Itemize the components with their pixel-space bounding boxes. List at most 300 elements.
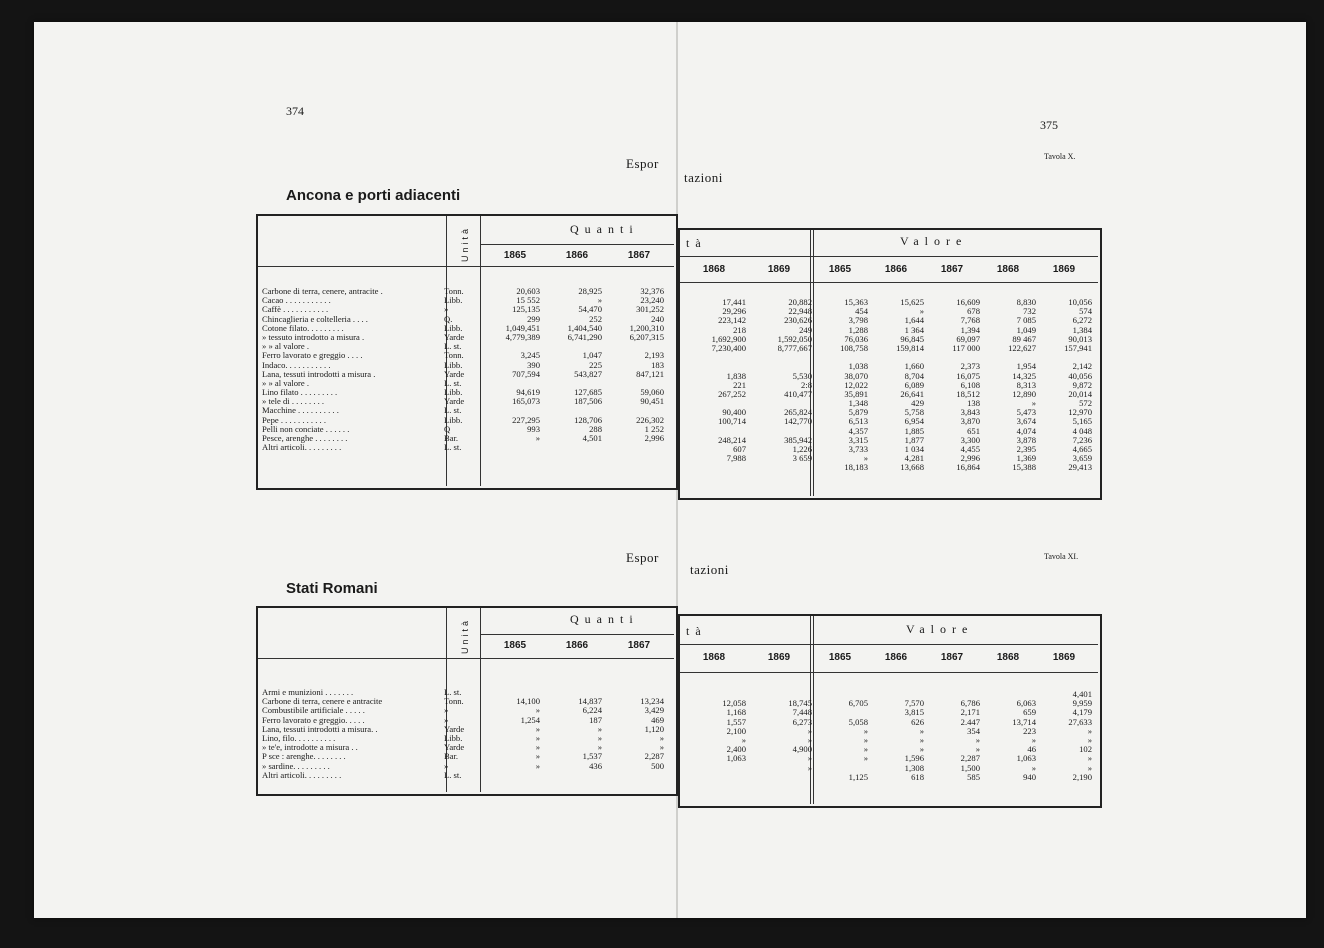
row-unit: Bar. (444, 434, 459, 443)
row-value: 13,668 (900, 463, 924, 473)
table-row (262, 771, 672, 780)
row-value: 1,254 (520, 715, 540, 725)
row-value (682, 353, 746, 362)
row-label: P sce : arenghe. . . . . . . . (262, 752, 346, 762)
row-value: 4 048 (1072, 426, 1092, 436)
section-title-left-top: Espor (626, 156, 659, 171)
row-value (682, 773, 746, 782)
row-unit: Tonn. (444, 287, 464, 296)
table-label-xi: Tavola XI. (1044, 552, 1079, 561)
table-body-left-11 (262, 688, 672, 780)
row-value: 27,633 (1068, 717, 1092, 727)
row-value (682, 399, 746, 408)
row-value (478, 443, 540, 452)
row-value (478, 342, 540, 351)
table-row (682, 736, 1096, 745)
unit-header: Unità (460, 225, 470, 262)
year-1868: 1868 (702, 652, 726, 663)
row-value: 572 (1079, 399, 1092, 409)
row-value: 3,878 (1016, 435, 1036, 445)
row-value: 6,108 (960, 380, 980, 390)
row-unit: Libb. (444, 388, 463, 398)
row-value: 2.447 (960, 717, 980, 727)
row-value: 14,100 (516, 697, 540, 707)
row-label: Cacao . . . . . . . . . . . (262, 296, 331, 306)
row-value: 14,837 (578, 697, 602, 707)
row-value: 6,272 (1072, 316, 1092, 326)
table-row (262, 361, 672, 370)
table-row (262, 725, 672, 734)
row-value (1036, 353, 1092, 362)
row-value: 1,038 (848, 362, 868, 372)
row-value (682, 427, 746, 436)
table-row (262, 425, 672, 434)
row-value: » (535, 733, 540, 743)
row-value: 35,891 (844, 389, 868, 399)
row-value: 7,768 (960, 316, 980, 326)
row-value: 5,879 (848, 408, 868, 418)
row-value (746, 463, 812, 472)
row-value (746, 773, 812, 782)
quantity-group-header-tail: tà (686, 624, 707, 638)
row-value: 1,877 (904, 435, 924, 445)
table-row (682, 408, 1096, 417)
row-value: 993 (527, 424, 540, 434)
row-value: 2,171 (960, 708, 980, 718)
row-value: 1,557 (726, 717, 746, 727)
table-row (682, 326, 1096, 335)
row-value: 3 659 (792, 454, 812, 464)
table-row (262, 734, 672, 743)
row-value: 1,954 (1016, 362, 1036, 372)
row-value (746, 690, 812, 699)
year-1867: 1867 (940, 264, 964, 275)
row-value: 1,120 (644, 724, 664, 734)
row-value: 3,300 (960, 435, 980, 445)
year-1869: 1869 (1052, 264, 1076, 275)
row-value: » (807, 735, 812, 745)
row-value: 7 085 (1016, 316, 1036, 326)
row-value (540, 688, 602, 697)
row-value: 165,073 (512, 397, 540, 407)
row-value: 267,252 (718, 389, 746, 399)
row-label: » » al valore . (262, 342, 310, 352)
row-value: 4,779,389 (505, 332, 540, 342)
row-value: 6,705 (848, 699, 868, 709)
row-value: » (919, 726, 924, 736)
table-row (682, 399, 1096, 408)
row-value: 15,625 (900, 298, 924, 307)
row-value: 1,596 (904, 754, 924, 764)
row-value: 5,530 (792, 371, 812, 381)
row-value: 659 (1023, 708, 1036, 718)
row-value: 108,758 (840, 343, 868, 353)
table-row (262, 379, 672, 388)
row-value (478, 379, 540, 388)
row-value (540, 443, 602, 452)
year-1865: 1865 (828, 652, 852, 663)
row-value: » (1087, 726, 1092, 736)
header-rule (480, 244, 674, 245)
row-unit: » (444, 305, 449, 315)
table-row (682, 699, 1096, 708)
row-value: 1,063 (726, 754, 746, 764)
table-row (262, 406, 672, 415)
row-value: 299 (527, 314, 540, 324)
header-rule (680, 672, 1098, 673)
row-value: 2,190 (1072, 772, 1092, 782)
row-value (478, 771, 540, 780)
row-value: 249 (799, 325, 812, 335)
table-row (682, 390, 1096, 399)
row-value: 3,798 (848, 316, 868, 326)
row-value: 90,013 (1068, 334, 1092, 344)
year-1866: 1866 (884, 264, 908, 275)
row-value: 187,506 (574, 397, 602, 407)
row-value (868, 690, 924, 699)
row-value: 4,074 (1016, 426, 1036, 436)
row-value: 5,758 (904, 408, 924, 418)
row-value: 69,097 (956, 334, 980, 344)
value-group-header: Valore (906, 622, 974, 636)
year-header-row (682, 652, 1096, 663)
row-value: » (919, 307, 924, 317)
left-page-number: 374 (286, 104, 304, 118)
row-value: » (741, 735, 746, 745)
row-value: 6,207,315 (629, 332, 664, 342)
table-row (262, 342, 672, 351)
year-1868: 1868 (996, 264, 1020, 275)
row-unit: Yarde (444, 369, 465, 379)
row-label: » tessuto introdotto a misura . (262, 332, 365, 342)
row-value: 1,394 (960, 325, 980, 335)
row-unit: » (444, 715, 449, 725)
table-row (262, 351, 672, 360)
row-value: 1,369 (1016, 454, 1036, 464)
row-value: 1,200,310 (629, 323, 664, 333)
table-label-x: Tavola X. (1044, 152, 1076, 161)
row-value: 847,121 (636, 369, 664, 379)
row-value: 218 (733, 325, 746, 335)
right-page-number: 375 (1040, 118, 1058, 132)
row-value: 678 (967, 307, 980, 317)
row-value: 940 (1023, 772, 1036, 782)
table-row (682, 727, 1096, 736)
table-row (682, 344, 1096, 353)
row-value: 4,357 (848, 426, 868, 436)
row-value: » (863, 735, 868, 745)
row-label: Lino, filo. . . . . . . . . . (262, 733, 336, 743)
table-row (262, 706, 672, 715)
row-label: Lana, tessuti introdotti a misura . (262, 369, 376, 379)
header-rule (480, 634, 674, 635)
row-value: 127,685 (574, 388, 602, 398)
table-row (682, 372, 1096, 381)
row-value: » (1031, 763, 1036, 773)
section-title-right-top: tazioni (684, 170, 723, 185)
row-unit: Libb. (444, 415, 463, 425)
year-1866: 1866 (884, 652, 908, 663)
row-value: 16,864 (956, 463, 980, 473)
row-value: 13,234 (640, 697, 664, 707)
region-title-stati-romani: Stati Romani (286, 580, 378, 597)
row-value: 32,376 (640, 287, 664, 296)
table-row (682, 362, 1096, 371)
row-value: 3,245 (520, 351, 540, 361)
table-row (682, 316, 1096, 325)
row-value: 1,644 (904, 316, 924, 326)
table-row (262, 443, 672, 452)
row-value: 7,988 (726, 454, 746, 464)
row-unit: L. st. (444, 688, 462, 697)
row-value: » (597, 743, 602, 753)
table-row (262, 752, 672, 761)
row-label: Chincaglieria e coltelleria . . . . (262, 314, 368, 324)
row-value: 138 (967, 399, 980, 409)
row-value: 14,325 (1012, 371, 1036, 381)
row-value: 2,996 (644, 434, 664, 443)
row-value: 29,413 (1068, 463, 1092, 473)
year-1867: 1867 (627, 640, 651, 651)
value-group-header: Valore (900, 234, 968, 248)
row-value: 3,815 (904, 708, 924, 718)
table-row (682, 335, 1096, 344)
row-value: 125,135 (512, 305, 540, 315)
row-value: 7,448 (792, 708, 812, 718)
row-value: 3,659 (1072, 454, 1092, 464)
row-value (602, 379, 664, 388)
row-label: Indaco. . . . . . . . . . . (262, 360, 331, 370)
row-value: 5,058 (848, 717, 868, 727)
row-value (478, 406, 540, 415)
row-value: » (597, 724, 602, 734)
row-value (540, 342, 602, 351)
table-row (682, 745, 1096, 754)
row-unit: Libb. (444, 296, 463, 306)
row-value: 4,665 (1072, 445, 1092, 454)
row-value: 1,047 (582, 351, 602, 361)
row-value: 1,226 (792, 445, 812, 454)
row-value: 142,770 (784, 417, 812, 427)
row-value (540, 379, 602, 388)
table-row (262, 697, 672, 706)
row-value (682, 463, 746, 472)
row-label: Lana, tessuti introdotti a misura. . (262, 724, 378, 734)
row-value: 225 (589, 360, 602, 370)
year-1866: 1866 (565, 640, 589, 651)
row-value: 7,230,400 (711, 343, 746, 353)
row-value: » (919, 745, 924, 755)
row-value: 157,941 (1064, 343, 1092, 353)
row-value: 1,348 (848, 399, 868, 409)
row-value: 76,036 (844, 334, 868, 344)
row-value: » (597, 296, 602, 306)
row-value (812, 708, 868, 717)
row-value: » (863, 454, 868, 464)
year-1865: 1865 (503, 640, 527, 651)
table-row (262, 388, 672, 397)
row-value: 1,049,451 (505, 323, 540, 333)
row-value: 1,692,900 (711, 334, 746, 344)
table-row (262, 324, 672, 333)
row-unit: Yarde (444, 332, 465, 342)
row-unit: Q. (444, 314, 453, 324)
row-value: 16,075 (956, 371, 980, 381)
row-value: 9,872 (1072, 380, 1092, 390)
row-value: 574 (1079, 307, 1092, 317)
row-value: 23,240 (640, 296, 664, 306)
row-value (746, 427, 812, 436)
row-value: 22,948 (788, 307, 812, 317)
row-value: » (919, 735, 924, 745)
quantity-group-header-tail: tà (686, 236, 707, 250)
row-unit: L. st. (444, 406, 462, 416)
row-unit: Libb. (444, 733, 463, 743)
row-value: 2,287 (960, 754, 980, 764)
table-row (682, 298, 1096, 307)
table-row (682, 436, 1096, 445)
year-1869: 1869 (767, 264, 791, 275)
row-value: 240 (651, 314, 664, 324)
row-value (746, 353, 812, 362)
section-title-left-bottom: Espor (626, 550, 659, 565)
row-value: 1,125 (848, 772, 868, 782)
row-value: 2,287 (644, 752, 664, 762)
row-value: 2:8 (801, 380, 812, 390)
row-value: 3,315 (848, 435, 868, 445)
row-unit: Yarde (444, 724, 465, 734)
row-value: 1,308 (904, 763, 924, 773)
row-value (746, 399, 812, 408)
row-unit: L. st. (444, 342, 462, 352)
table-row (682, 417, 1096, 426)
row-value: 4,501 (582, 434, 602, 443)
row-value: 3,870 (960, 417, 980, 427)
table-row (682, 427, 1096, 436)
row-value: 17,441 (722, 298, 746, 307)
row-unit: » (444, 761, 449, 771)
row-value: 8,830 (1016, 298, 1036, 307)
table-row (682, 718, 1096, 727)
row-value: 183 (651, 360, 664, 370)
table-row (682, 307, 1096, 316)
row-value: 5,473 (1016, 408, 1036, 418)
row-value: 159,814 (896, 343, 924, 353)
row-unit: Yarde (444, 743, 465, 753)
row-label: » sardine. . . . . . . . . (262, 761, 330, 771)
row-value: 26,641 (900, 389, 924, 399)
row-value: 732 (1023, 307, 1036, 317)
table-row (682, 381, 1096, 390)
year-1867: 1867 (627, 250, 651, 261)
row-value: 12,890 (1012, 389, 1036, 399)
year-header-row (682, 264, 1096, 275)
row-value: 1,885 (904, 426, 924, 436)
header-rule (258, 658, 674, 659)
row-value: 59,060 (640, 388, 664, 398)
row-value (812, 764, 868, 773)
row-value: 187 (589, 715, 602, 725)
header-rule (258, 266, 674, 267)
table-row (262, 434, 672, 443)
row-value: 2,400 (726, 745, 746, 755)
row-label: Cotone filato. . . . . . . . . (262, 323, 344, 333)
row-value: » (1087, 754, 1092, 764)
row-value (812, 690, 868, 699)
row-label: » tele di . . . . . . . . (262, 397, 325, 407)
row-value: 12,058 (722, 699, 746, 709)
row-value: » (535, 761, 540, 771)
row-value: 20,603 (516, 287, 540, 296)
row-value: 651 (967, 426, 980, 436)
row-value: 1 252 (644, 424, 664, 434)
row-value (602, 443, 664, 452)
row-value: 385,942 (784, 435, 812, 445)
year-1867: 1867 (940, 652, 964, 663)
row-value (478, 688, 540, 697)
row-value (980, 690, 1036, 699)
row-value (746, 362, 812, 371)
row-value: 227,295 (512, 415, 540, 425)
row-value (812, 353, 868, 362)
row-value: » (659, 733, 664, 743)
row-value: 7,236 (1072, 435, 1092, 445)
row-value (682, 362, 746, 371)
row-unit: L. st. (444, 770, 462, 780)
table-row (262, 305, 672, 314)
table-row (682, 454, 1096, 463)
row-value: 6,273 (792, 717, 812, 727)
row-value: 2,100 (726, 726, 746, 736)
row-value: 96,845 (900, 334, 924, 344)
row-value: 3,733 (848, 445, 868, 454)
table-row (262, 333, 672, 342)
table-row (262, 287, 672, 296)
row-value: 13,714 (1012, 717, 1036, 727)
row-label: Carbone di terra, cenere, antracite . (262, 287, 383, 296)
row-label: » te'e, introdotte a misura . . (262, 743, 358, 753)
row-value: 248,214 (718, 435, 746, 445)
table-body-left-10 (262, 287, 672, 452)
row-value: 1,384 (1072, 325, 1092, 335)
row-value: 89 467 (1012, 334, 1036, 344)
row-value: 10,056 (1068, 298, 1092, 307)
row-value: 410,477 (784, 389, 812, 399)
row-unit: Libb. (444, 360, 463, 370)
row-value: 6,741,290 (567, 332, 602, 342)
row-unit: » (444, 706, 449, 716)
row-value: 226,302 (636, 415, 664, 425)
row-value: 100,714 (718, 417, 746, 427)
row-value: 94,619 (516, 388, 540, 398)
row-value: 265,824 (784, 408, 812, 418)
table-row (262, 762, 672, 771)
row-value: 2,193 (644, 351, 664, 361)
table-row (682, 754, 1096, 763)
row-unit: Yarde (444, 397, 465, 407)
row-value: 3,429 (644, 706, 664, 716)
row-value: 15 552 (516, 296, 540, 306)
row-value: 436 (589, 761, 602, 771)
table-row (262, 716, 672, 725)
row-label: Altri articoli. . . . . . . . . (262, 443, 342, 453)
row-value: 626 (911, 717, 924, 727)
row-value (602, 406, 664, 415)
year-header-row (484, 640, 672, 651)
row-value: 1 034 (904, 445, 924, 454)
row-value: 221 (733, 380, 746, 390)
row-value: » (863, 726, 868, 736)
